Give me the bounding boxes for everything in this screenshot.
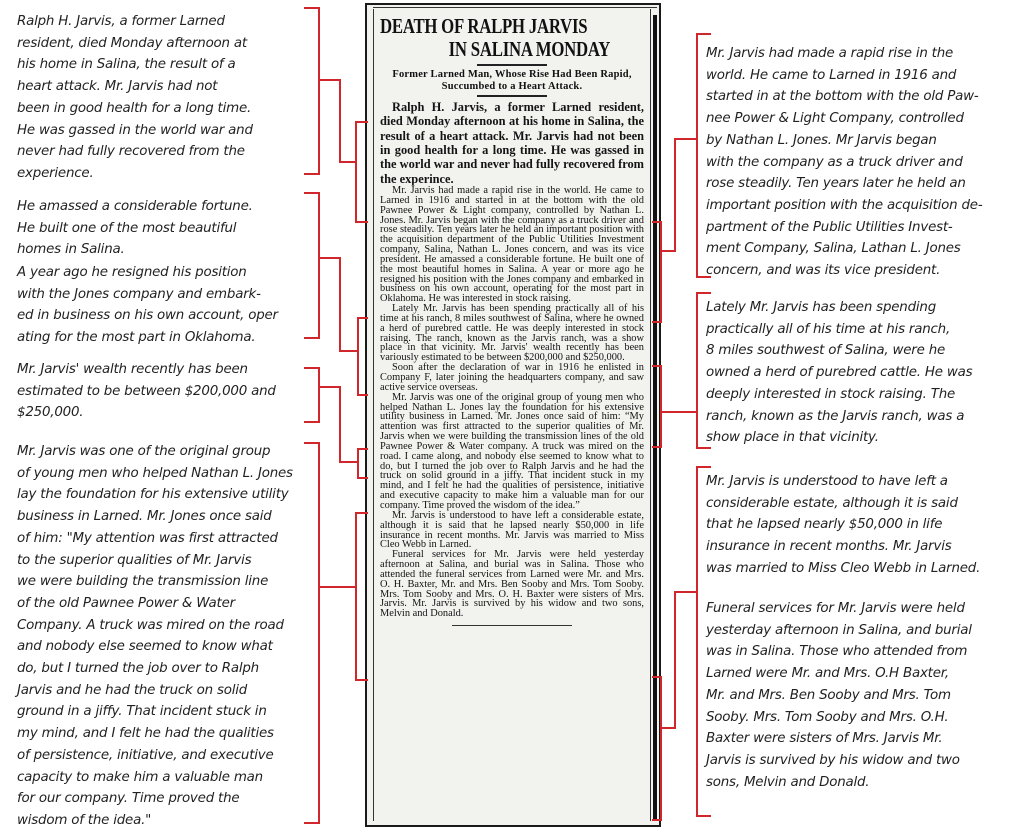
note-right-rapid-rise: Mr. Jarvis had made a rapid rise in the world. He came to Larned in 1916 and started in at the bottom with the old Paw- nee Power & Light Company, controlled by Nathan L. Jones. Mr Jarvis began with the company as a truck driver and rose steadily. Ten years later he held an important position with the acquisition de- partment of the Public Utilities Invest- ment Company, Salina, Lathan L. Jones concern, and was its vice president. — [706, 46, 983, 279]
clipping-headline — [380, 15, 637, 61]
clipping-paragraph: Mr. Jarvis had made a rapid rise in the world. He came to Larned in 1916 and started in at the bottom with the old Pawnee Power & Light company, controlled by Nathan L. Jones. Mr. Jarvis began with the company as a truck driver and rose steadily. Ten years later he held an important position with the acquisition department of the Public Utilities Investment company, Salina, Nathan L. Jones concern, and was its vice president. He amassed a considerable fortune. He built one of the most beautiful homes in Salina. A year or more ago he resigned his position with the Jones company and embarked in business on his own account, operating for the most part in Oklahoma. He was interested in stock raising. — [380, 184, 644, 305]
clipping-column — [373, 9, 651, 821]
clipping-column-rule — [653, 15, 657, 821]
subhead-divider — [477, 95, 547, 97]
note-right-estate: Mr. Jarvis is understood to have left a considerable estate, although it is said that he lapsed nearly $50,000 in life insurance in recent months. Mr. Jarvis was married to Miss Cleo Webb in Larned. — [706, 474, 981, 576]
headline-line-2: IN SALINA MONDAY — [448, 37, 611, 61]
clipping-paragraph: Lately Mr. Jarvis has been spending practically all of his time at his ranch, 8 miles southwest of Salina, where he owned a herd of purebred cattle. He was deeply interested in stock raising. The ranch, known as the Jarvis ranch, was a show place in that vicinity. Mr. Jarvis' wealth recently has been variously estimated to be between $200,000 and $250,000. — [380, 303, 644, 364]
clipping-paragraph: Ralph H. Jarvis, a former Larned resident, died Monday afternoon at his home in Salina, the result of a heart attack. Mr. Jarvis had not been in good health for a long time. He was gassed in the world war and never had fully recovered from the experince. — [380, 100, 644, 186]
note-right-funeral: Funeral services for Mr. Jarvis were held yesterday afternoon in Salina, and burial was in Salina. Those who attended from Larned were Mr. and Mrs. O.H Baxter, Mr. and Mrs. Ben Sooby and Mrs. Tom Sooby. Mrs. Tom Sooby and Mrs. O.H. Baxter were sisters of Mrs. Jarvis Mr. Jarvis is survived by his widow and two sons, Melvin and Donald. — [706, 601, 972, 790]
clipping-paragraph: Funeral services for Mr. Jarvis were held yesterday afternoon at Salina, and burial was in Salina. Those who attended the funeral services from Larned were Mr. and Mrs. O. H. Baxter, Mr. and Mrs. Ben Sooby and Mrs. Tom Sooby. Mrs. Tom Sooby and Mrs. O. H. Baxter were sisters of Mrs. Jarvis. Mr. Jarvis is survived by his widow and two sons, Melvin and Donald. — [380, 549, 644, 620]
clipping-paragraph: Soon after the declaration of war in 1916 he enlisted in Company F, later joining the headquarters company, and saw active service overseas. — [380, 362, 644, 393]
note-left-resigned: A year ago he resigned his position with the Jones company and embark- ed in business on his own account, oper ating for the most part in Oklahoma. — [17, 265, 278, 346]
note-left-wealth: Mr. Jarvis' wealth recently has been estimated to be between $200,000 and $250,000. — [17, 362, 276, 421]
clipping-subhead: Former Larned Man, Whose Rise Had Been Rapid, Succumbed to a Heart Attack. — [392, 69, 632, 92]
headline-divider — [477, 64, 547, 66]
headline-line-1: DEATH OF RALPH JARVIS — [380, 14, 588, 38]
clipping-paragraph: Mr. Jarvis was one of the original group of young men who helped Nathan L. Jones lay the foundation for his extensive utility business in Larned. Mr. Jones once said of him: “My attention was first attracted to the superior qualities of Mr. Jarvis when we were building the transmission lines of the old Pawnee Power & Water company. A truck was mired on the road. I came along, and nobody else seemed to know what to do, but I turned the job over to Ralph Jarvis and he had the truck on solid ground in a jiffy. That incident stuck in my mind, and I felt he had the qualities of persistence, initiative and executive capacity to make him a valuable man for our company. Time proved the wisdom of the idea.” — [380, 391, 644, 511]
clipping-body — [380, 100, 644, 619]
note-right-ranch: Lately Mr. Jarvis has been spending practically all of his time at his ranch, 8 miles southwest of Salina, were he owned a herd of purebred cattle. He was deeply interested in stock raising. The ranch, known as the Jarvis ranch, was a show place in that vicinity. — [706, 300, 973, 446]
clipping-end-rule — [452, 625, 572, 626]
clipping-paragraph: Mr. Jarvis is understood to have left a considerable estate, although it is said that he lapsed nearly $50,000 in life insurance in recent months. Mr. Jarvis was married to Miss Cleo Webb in Larned. — [380, 509, 644, 551]
newspaper-clipping — [365, 3, 661, 827]
note-left-original-group: Mr. Jarvis was one of the original group of young men who helped Nathan L. Jones lay the foundation for his extensive utility business in Larned. Mr. Jones once said of him: "My attention was first attracted to the superior qualities of Mr. Jarvis we were building the transmission line of the old Pawnee Power & Water Company. A truck was mired on the road and nobody else seemed to know what do, but I turned the job over to Ralph Jarvis and he had the truck on solid ground in a jiffy. That incident stuck in my mind, and I felt he had the qualities of persistence, initiative, and executive capacity to make him a valuable man for our company. Time proved the wisdom of the idea." — [17, 444, 293, 828]
clipping-top-rule — [373, 7, 657, 8]
note-left-death: Ralph H. Jarvis, a former Larned resident, died Monday afternoon at his home in Salina, the result of a heart attack. Mr. Jarvis had not been in good health for a long time. He was gassed in the world war and never had fully recovered from the experience. — [17, 14, 253, 181]
note-left-fortune: He amassed a considerable fortune. He built one of the most beautiful homes in Salina. — [17, 199, 253, 258]
